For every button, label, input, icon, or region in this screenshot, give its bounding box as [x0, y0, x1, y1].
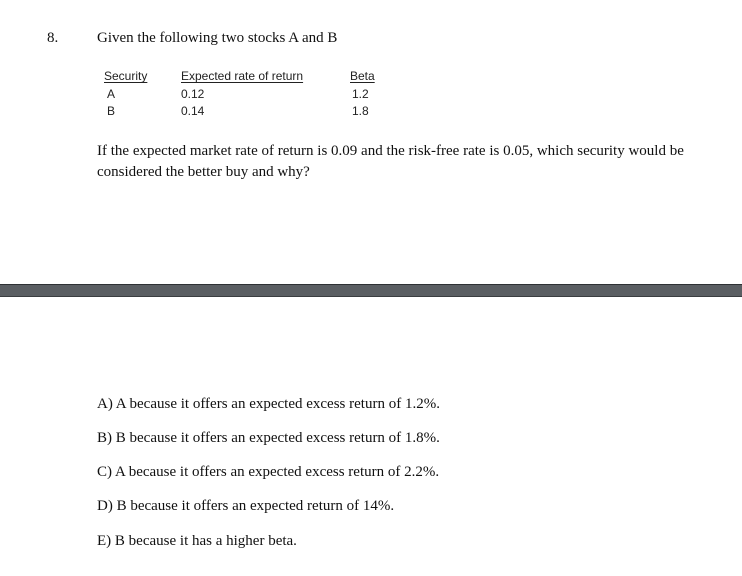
answer-option-b[interactable] — [97, 430, 440, 447]
option-text: A because it offers an expected excess return of 1.2%. — [115, 396, 440, 412]
option-label: C) — [97, 464, 112, 480]
table-cell-expected-return: 0.14 — [181, 104, 205, 118]
option-label: E) — [97, 533, 112, 549]
answer-option-e[interactable] — [97, 533, 297, 550]
option-text: B because it offers an expected excess return of 1.8%. — [115, 430, 440, 446]
table-cell-security: A — [106, 87, 115, 101]
table-cell-beta: 1.8 — [352, 104, 369, 118]
option-text: B because it offers an expected return of 14%. — [116, 498, 395, 514]
table-header-beta: Beta — [350, 69, 375, 83]
answer-option-d[interactable] — [97, 498, 394, 515]
section-divider — [0, 284, 742, 297]
option-label: A) — [97, 396, 113, 412]
answer-option-a[interactable] — [97, 396, 440, 413]
table-header-security: Security — [104, 69, 148, 83]
question-prompt: If the expected market rate of return is 0.09 and the risk-free rate is 0.05, which security would be considered the better buy and why? — [97, 143, 684, 180]
table-header-expected-return: Expected rate of return — [181, 69, 304, 83]
question-number: 8. — [47, 30, 59, 46]
option-text: A because it offers an expected excess return of 2.2%. — [114, 464, 440, 480]
option-label: B) — [97, 430, 112, 446]
table-cell-security: B — [106, 104, 115, 118]
option-label: D) — [97, 498, 113, 514]
option-text: B because it has a higher beta. — [114, 533, 297, 549]
answer-option-c[interactable] — [97, 464, 439, 481]
question-intro: Given the following two stocks A and B — [97, 30, 338, 46]
table-cell-beta: 1.2 — [352, 87, 369, 101]
table-cell-expected-return: 0.12 — [181, 87, 205, 101]
